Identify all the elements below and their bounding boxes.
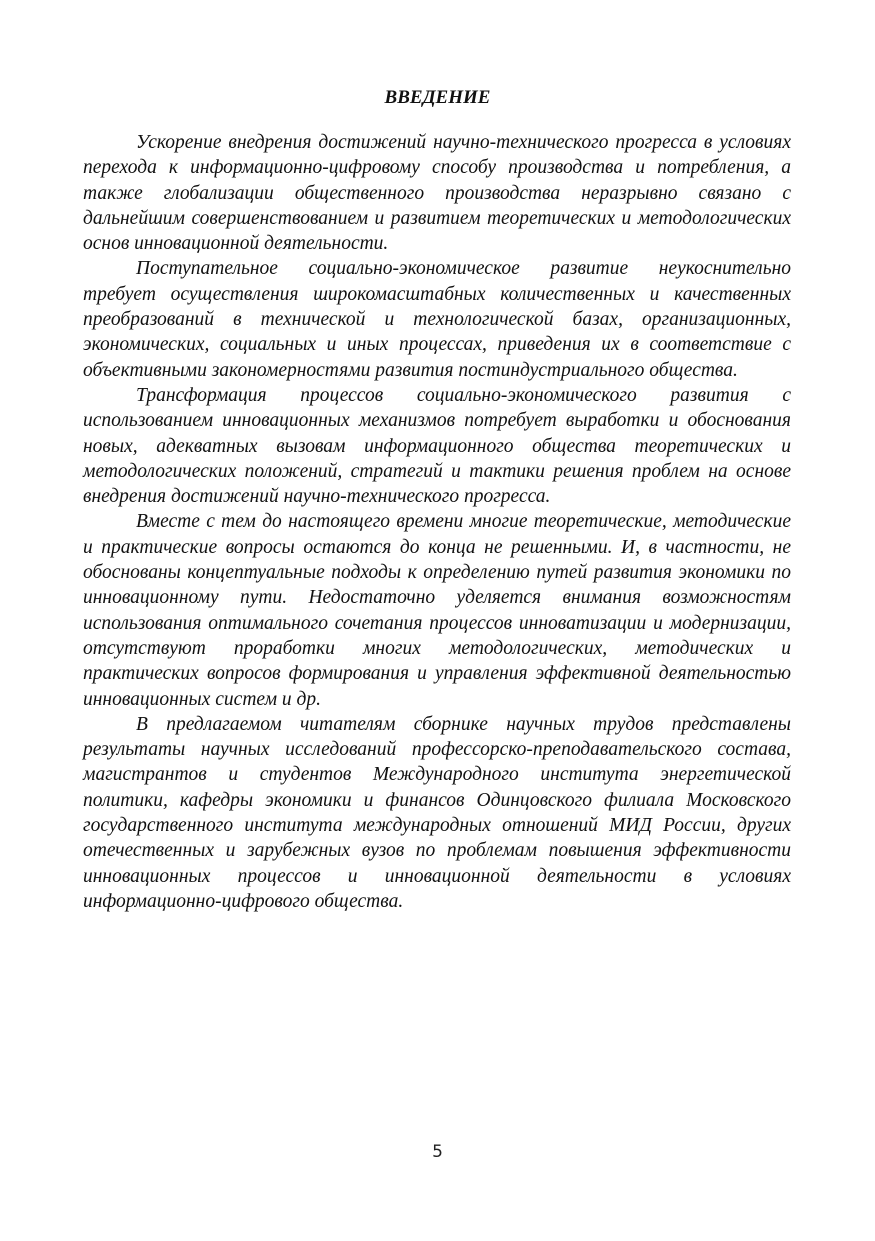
paragraph-unresolved-questions: Вместе с тем до настоящего времени многие теоретические, методические и практические вопросы остаются до конца не решенными. И, в частности, не обоснованы концептуальные подходы к определению путей развития экономики по инновационному пути. Недостаточно уделяется внимания возможностям использования оптимального сочетания процессов инноватизации и модернизации, отсутствуют проработки многих методологических, методических и практических вопросов формирования и управления эффективной деятельностью инновационных систем и др. [83,511,791,710]
page-number: 5 [432,1142,443,1162]
paragraph-development: Поступательное социально-экономическое развитие неукоснительно требует осуществления широкомасштабных количественных и качественных преобразований в технической и технологической базах, организационных, экономических, социальных и иных процессах, приведения их в соответствие с объективными закономерностями развития постиндустриального общества. [83,258,791,381]
page-title: ВВЕДЕНИЕ [384,87,491,108]
body-text [83,130,791,914]
paragraph-collection-description: В предлагаемом читателям сборнике научных трудов представлены результаты научных исследований профессорско-преподавательского состава, магистрантов и студентов Международного института энергетической политики, кафедры экономики и финансов Одинцовского филиала Московского государственного института международных отношений МИД России, других отечественных и зарубежных вузов по проблемам повышения эффективности инновационных процессов и инновационной деятельности в условиях информационно-цифрового общества. [83,713,791,912]
paragraph-transformation: Трансформация процессов социально-экономического развития с использованием инновационных механизмов потребует выработки и обоснования новых, адекватных вызовам информационного общества теоретических и методологических положений, стратегий и тактики решения проблем на основе внедрения достижений научно-технического прогресса. [83,384,791,508]
paragraph-acceleration: Ускорение внедрения достижений научно-технического прогресса в условиях перехода к информационно-цифровому способу производства и потребления, а также глобализации общественного производства неразрывно связано с дальнейшим совершенствованием и развитием теоретических и методологических основ инновационной деятельности. [83,132,791,255]
